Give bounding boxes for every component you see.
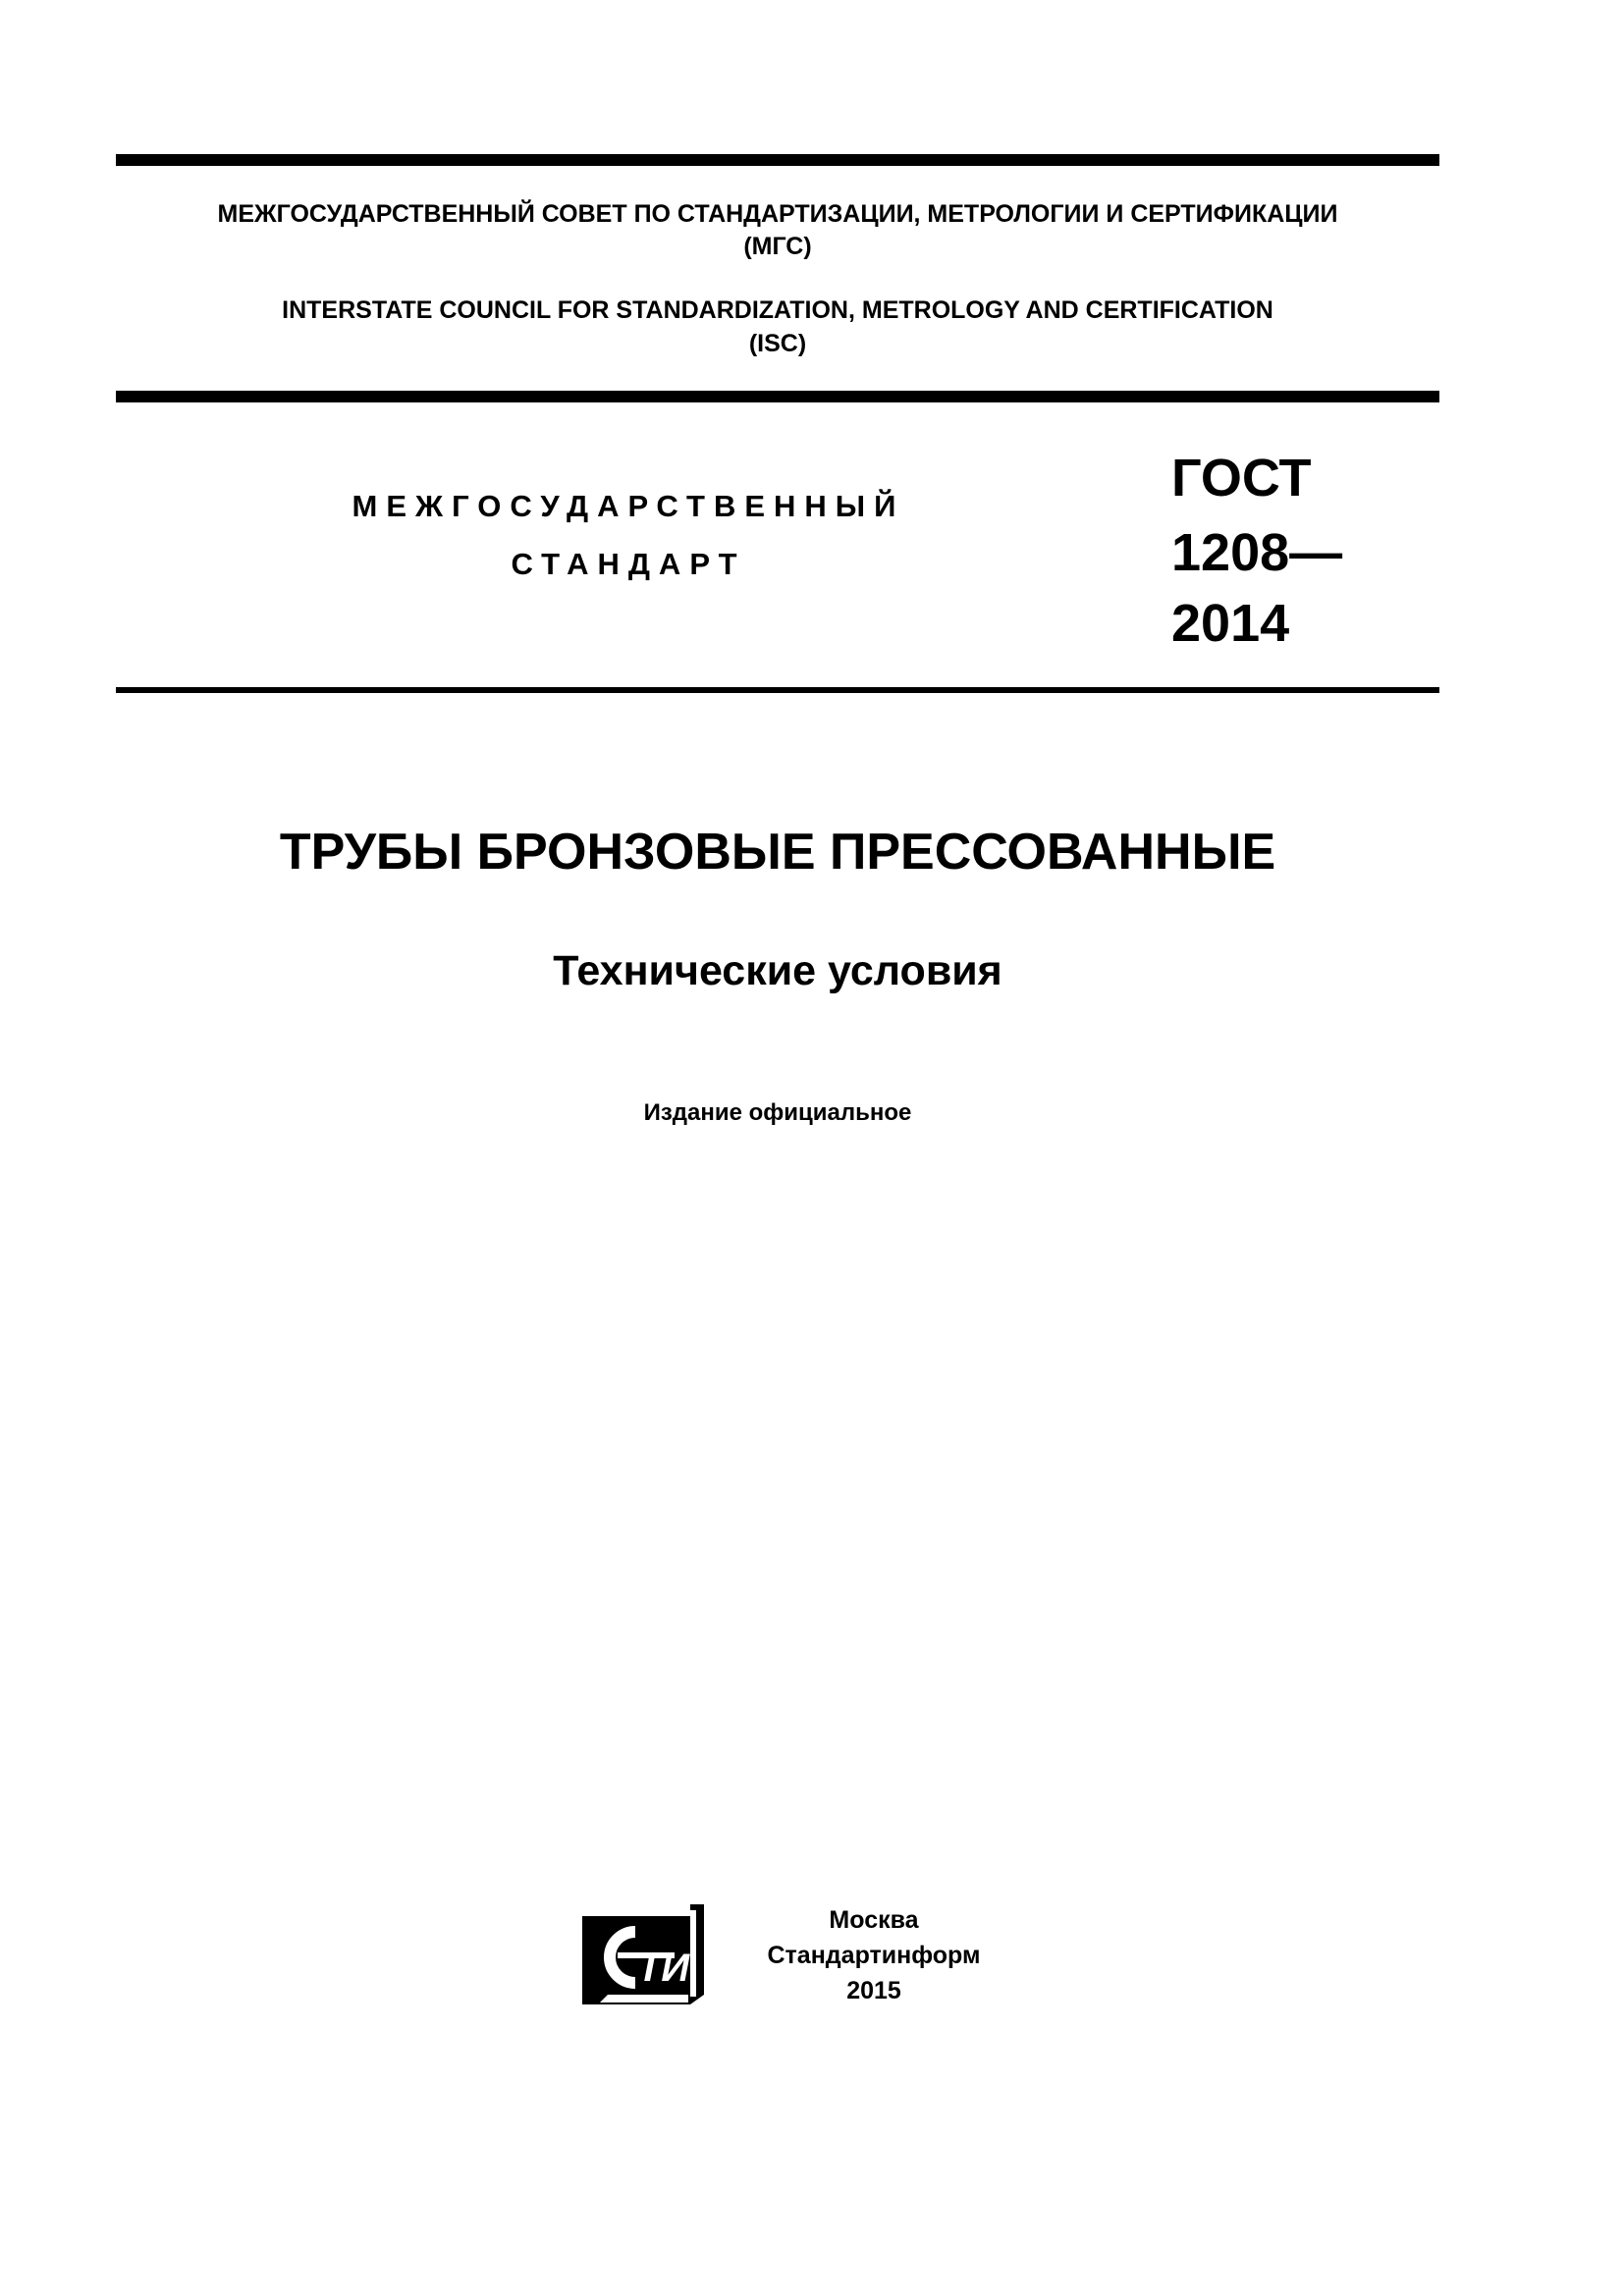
- standard-divider-rule: [116, 687, 1439, 693]
- gost-number: 1208—: [1171, 523, 1343, 582]
- council-en-line1: INTERSTATE COUNCIL FOR STANDARDIZATION, METROLOGY AND CERTIFICATION: [282, 296, 1273, 324]
- sti-logo-icon: [580, 1904, 706, 2007]
- header-divider-rule: [116, 391, 1439, 402]
- document-subtitle: Технические условия: [553, 947, 1002, 994]
- svg-text:ТИ: ТИ: [637, 1947, 690, 1990]
- standard-kind-line2: СТАНДАРТ: [511, 547, 746, 581]
- council-ru-line2: (МГС): [743, 233, 812, 260]
- edition-note: Издание официальное: [643, 1099, 912, 1126]
- publisher-year: 2015: [846, 1977, 901, 2004]
- publisher-city: Москва: [829, 1906, 919, 1934]
- council-ru-line1: МЕЖГОСУДАРСТВЕННЫЙ СОВЕТ ПО СТАНДАРТИЗАЦИИ, МЕТРОЛОГИИ И СЕРТИФИКАЦИИ: [217, 200, 1338, 228]
- publisher-name: Стандартинформ: [767, 1942, 981, 1969]
- gost-label: ГОСТ: [1171, 449, 1312, 507]
- gost-year: 2014: [1171, 594, 1290, 653]
- standard-kind-line1: МЕЖГОСУДАРСТВЕННЫЙ: [352, 489, 905, 523]
- document-title: ТРУБЫ БРОНЗОВЫЕ ПРЕССОВАННЫЕ: [279, 824, 1276, 881]
- council-en-line2: (ISC): [748, 330, 807, 357]
- top-rule: [116, 154, 1439, 166]
